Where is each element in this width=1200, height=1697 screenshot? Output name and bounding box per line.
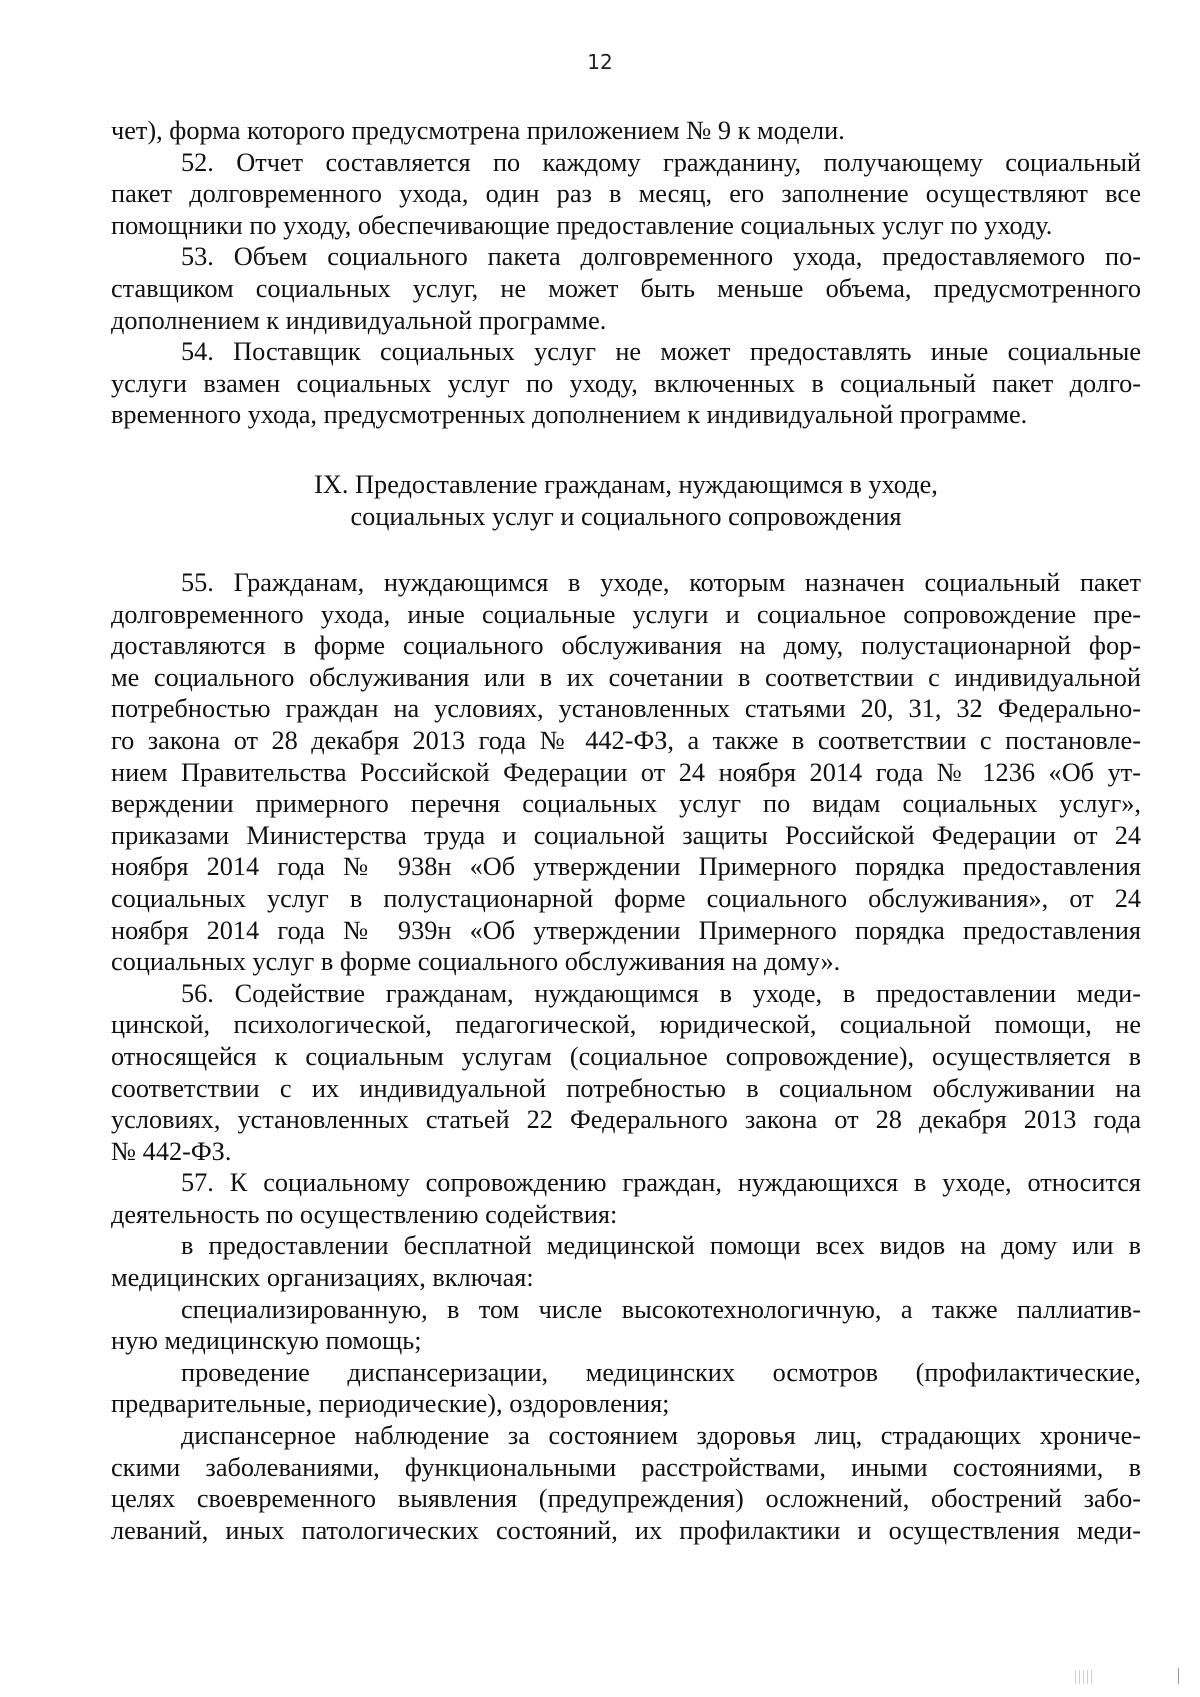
text-line: № 442-ФЗ.	[111, 1136, 232, 1166]
section-heading	[111, 469, 1141, 532]
text-line: 53. Объем социального пакета долговременного ухода, предоставляемого по-	[181, 242, 1141, 272]
scan-artifact	[1075, 1670, 1095, 1684]
section-heading-line: социальных услуг и социального сопровождения	[350, 501, 902, 531]
text-line: 57. К социальному сопровождению граждан, нуждающихся в уходе, относится	[181, 1168, 1141, 1198]
text-line: ноября 2014 года № 939н «Об утверждении Примерного порядка предоставления	[111, 915, 1141, 945]
text-line: медицинских организациях, включая:	[111, 1263, 534, 1293]
text-line: приказами Министерства труда и социальной защиты Российской Федерации от 24	[111, 820, 1141, 850]
text-line: специализированную, в том числе высокотехнологичную, а также паллиатив-	[181, 1294, 1141, 1324]
text-line: услуги взамен социальных услуг по уходу, включенных в социальный пакет долго-	[111, 368, 1141, 398]
text-line: чет), форма которого предусмотрена приложением № 9 к модели.	[111, 116, 845, 145]
text-line: диспансерное наблюдение за состоянием здоровья лиц, страдающих хрониче-	[181, 1421, 1141, 1451]
text-line: потребностью граждан на условиях, установленных статьями 20, 31, 32 Федерально-	[111, 694, 1141, 724]
text-line: помощники по уходу, обеспечивающие предоставление социальных услуг по уходу.	[111, 210, 1053, 240]
section-heading-line: IX. Предоставление гражданам, нуждающимся в уходе,	[314, 470, 938, 499]
text-line: го закона от 28 декабря 2013 года № 442-ФЗ, а также в соответствии с постановле-	[111, 725, 1141, 755]
text-line: леваний, иных патологических состояний, их профилактики и осуществления меди-	[111, 1515, 1141, 1545]
text-line: социальных услуг в форме социального обслуживания на дому».	[111, 947, 841, 977]
top-paragraphs	[111, 115, 1141, 431]
text-line: долговременного ухода, иные социальные услуги и социальное сопровождение пре-	[111, 599, 1141, 629]
text-line: социальных услуг в полустационарной форме социального обслуживания», от 24	[111, 883, 1141, 913]
page-number: 12	[587, 50, 613, 74]
text-line: ноября 2014 года № 938н «Об утверждении Примерного порядка предоставления	[111, 852, 1141, 882]
text-line: временного ухода, предусмотренных дополнением к индивидуальной программе.	[111, 400, 1028, 430]
text-line: пакет долговременного ухода, один раз в месяц, его заполнение осуществляют все	[111, 179, 1141, 209]
text-line: деятельность по осуществлению содействия:	[111, 1199, 618, 1229]
text-line: цинской, психологической, педагогической, юридической, социальной помощи, не	[111, 1010, 1141, 1040]
scan-artifact	[1178, 1668, 1179, 1684]
text-line: нием Правительства Российской Федерации от 24 ноября 2014 года № 1236 «Об ут-	[111, 757, 1141, 787]
text-line: в предоставлении бесплатной медицинской помощи всех видов на дому или в	[181, 1231, 1141, 1261]
text-line: целях своевременного выявления (предупреждения) осложнений, обострений забо-	[111, 1484, 1141, 1514]
text-line: ме социального обслуживания или в их сочетании в соответствии с индивидуальной	[111, 662, 1141, 692]
text-line: предварительные, периодические), оздоровления;	[111, 1389, 670, 1419]
text-line: дополнением к индивидуальной программе.	[111, 305, 607, 335]
text-line: условиях, установленных статьей 22 Федерального закона от 28 декабря 2013 года	[111, 1105, 1141, 1135]
text-line: проведение диспансеризации, медицинских осмотров (профилактические,	[181, 1357, 1141, 1387]
text-line: 55. Гражданам, нуждающимся в уходе, которым назначен социальный пакет	[181, 568, 1141, 597]
main-paragraphs	[111, 567, 1141, 1546]
text-line: 54. Поставщик социальных услуг не может предоставлять иные социальные	[181, 337, 1141, 367]
text-line: скими заболеваниями, функциональными расстройствами, иными состояниями, в	[111, 1452, 1141, 1482]
text-line: 56. Содействие гражданам, нуждающимся в уходе, в предоставлении меди-	[181, 978, 1141, 1008]
text-line: ставщиком социальных услуг, не может быть меньше объема, предусмотренного	[111, 273, 1141, 303]
text-line: относящейся к социальным услугам (социальное сопровождение), осуществляется в	[111, 1041, 1141, 1071]
text-line: 52. Отчет составляется по каждому гражданину, получающему социальный	[181, 147, 1141, 177]
text-line: доставляются в форме социального обслуживания на дому, полустационарной фор-	[111, 631, 1141, 661]
text-line: ную медицинскую помощь;	[111, 1326, 422, 1356]
text-line: верждении примерного перечня социальных услуг по видам социальных услуг»,	[111, 789, 1141, 819]
text-line: соответствии с их индивидуальной потребностью в социальном обслуживании на	[111, 1073, 1141, 1103]
